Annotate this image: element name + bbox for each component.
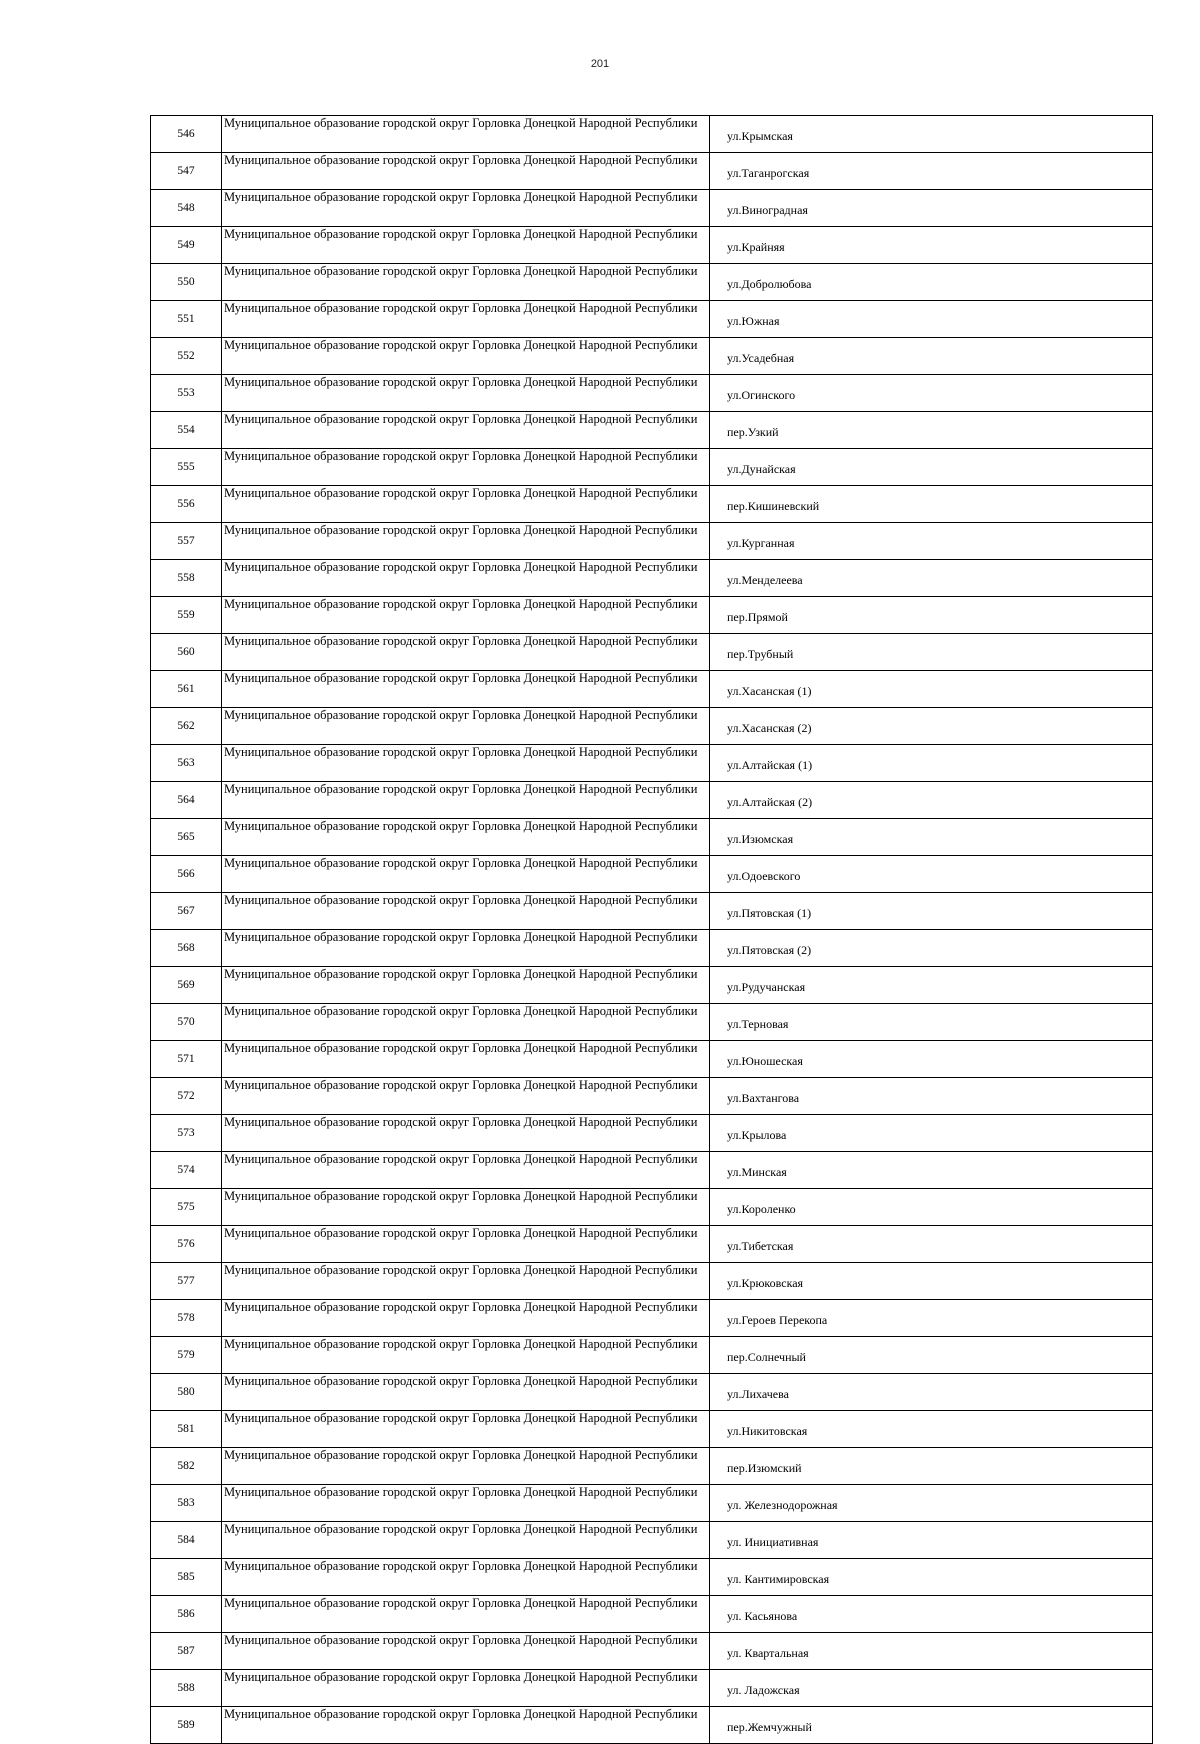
table-row <box>151 967 1153 1004</box>
table-row <box>151 708 1153 745</box>
row-number-cell: 566 <box>151 856 222 893</box>
row-number-cell: 588 <box>151 1670 222 1707</box>
street-cell: ул. Кантимировская <box>710 1559 1153 1596</box>
table-row <box>151 523 1153 560</box>
street-cell: ул.Алтайская (2) <box>710 782 1153 819</box>
street-cell: ул.Лихачева <box>710 1374 1153 1411</box>
row-number-cell: 578 <box>151 1300 222 1337</box>
row-number-cell: 558 <box>151 560 222 597</box>
municipality-cell: Муниципальное образование городской округ Горловка Донецкой Народной Республики <box>222 1189 710 1226</box>
municipality-cell: Муниципальное образование городской округ Горловка Донецкой Народной Республики <box>222 1337 710 1374</box>
table-row <box>151 1004 1153 1041</box>
street-cell: ул.Крайняя <box>710 227 1153 264</box>
row-number-cell: 586 <box>151 1596 222 1633</box>
table-row <box>151 597 1153 634</box>
street-cell: ул.Вахтангова <box>710 1078 1153 1115</box>
table-row <box>151 893 1153 930</box>
municipality-cell: Муниципальное образование городской округ Горловка Донецкой Народной Республики <box>222 190 710 227</box>
municipality-cell: Муниципальное образование городской округ Горловка Донецкой Народной Республики <box>222 634 710 671</box>
row-number-cell: 553 <box>151 375 222 412</box>
street-cell: ул.Героев Перекопа <box>710 1300 1153 1337</box>
table-row <box>151 1522 1153 1559</box>
municipality-cell: Муниципальное образование городской округ Горловка Донецкой Народной Республики <box>222 819 710 856</box>
municipality-cell: Муниципальное образование городской округ Горловка Донецкой Народной Республики <box>222 338 710 375</box>
municipality-cell: Муниципальное образование городской округ Горловка Донецкой Народной Республики <box>222 1559 710 1596</box>
registry-table <box>150 115 1153 1744</box>
row-number-cell: 581 <box>151 1411 222 1448</box>
table-row <box>151 1226 1153 1263</box>
row-number-cell: 582 <box>151 1448 222 1485</box>
table-row <box>151 1263 1153 1300</box>
municipality-cell: Муниципальное образование городской округ Горловка Донецкой Народной Республики <box>222 153 710 190</box>
table-row <box>151 338 1153 375</box>
street-cell: ул. Касьянова <box>710 1596 1153 1633</box>
municipality-cell: Муниципальное образование городской округ Горловка Донецкой Народной Республики <box>222 967 710 1004</box>
street-cell: ул.Тибетская <box>710 1226 1153 1263</box>
table-row <box>151 190 1153 227</box>
table-row <box>151 671 1153 708</box>
table-row <box>151 1078 1153 1115</box>
table-row <box>151 1670 1153 1707</box>
row-number-cell: 575 <box>151 1189 222 1226</box>
street-cell: ул.Южная <box>710 301 1153 338</box>
municipality-cell: Муниципальное образование городской округ Горловка Донецкой Народной Республики <box>222 597 710 634</box>
street-cell: ул.Хасанская (2) <box>710 708 1153 745</box>
municipality-cell: Муниципальное образование городской округ Горловка Донецкой Народной Республики <box>222 1522 710 1559</box>
municipality-cell: Муниципальное образование городской округ Горловка Донецкой Народной Республики <box>222 1115 710 1152</box>
municipality-cell: Муниципальное образование городской округ Горловка Донецкой Народной Республики <box>222 856 710 893</box>
street-cell: ул.Никитовская <box>710 1411 1153 1448</box>
municipality-cell: Муниципальное образование городской округ Горловка Донецкой Народной Республики <box>222 116 710 153</box>
table-row <box>151 1337 1153 1374</box>
municipality-cell: Муниципальное образование городской округ Горловка Донецкой Народной Республики <box>222 1485 710 1522</box>
municipality-cell: Муниципальное образование городской округ Горловка Донецкой Народной Республики <box>222 1596 710 1633</box>
street-cell: ул.Дунайская <box>710 449 1153 486</box>
row-number-cell: 573 <box>151 1115 222 1152</box>
municipality-cell: Муниципальное образование городской округ Горловка Донецкой Народной Республики <box>222 1263 710 1300</box>
street-cell: пер.Солнечный <box>710 1337 1153 1374</box>
row-number-cell: 552 <box>151 338 222 375</box>
table-row <box>151 486 1153 523</box>
table-row <box>151 1448 1153 1485</box>
municipality-cell: Муниципальное образование городской округ Горловка Донецкой Народной Республики <box>222 1004 710 1041</box>
row-number-cell: 551 <box>151 301 222 338</box>
row-number-cell: 550 <box>151 264 222 301</box>
row-number-cell: 561 <box>151 671 222 708</box>
municipality-cell: Муниципальное образование городской округ Горловка Донецкой Народной Республики <box>222 1078 710 1115</box>
table-row <box>151 1189 1153 1226</box>
row-number-cell: 557 <box>151 523 222 560</box>
street-cell: пер.Прямой <box>710 597 1153 634</box>
table-row <box>151 227 1153 264</box>
municipality-cell: Муниципальное образование городской округ Горловка Донецкой Народной Республики <box>222 745 710 782</box>
street-cell: пер.Трубный <box>710 634 1153 671</box>
municipality-cell: Муниципальное образование городской округ Горловка Донецкой Народной Республики <box>222 782 710 819</box>
street-cell: пер.Кишиневский <box>710 486 1153 523</box>
street-cell: ул.Юношеская <box>710 1041 1153 1078</box>
row-number-cell: 580 <box>151 1374 222 1411</box>
row-number-cell: 576 <box>151 1226 222 1263</box>
street-cell: ул. Квартальная <box>710 1633 1153 1670</box>
row-number-cell: 584 <box>151 1522 222 1559</box>
municipality-cell: Муниципальное образование городской округ Горловка Донецкой Народной Республики <box>222 1448 710 1485</box>
street-cell: ул. Ладожская <box>710 1670 1153 1707</box>
street-cell: ул.Добролюбова <box>710 264 1153 301</box>
table-row <box>151 1411 1153 1448</box>
table-row <box>151 930 1153 967</box>
street-cell: ул.Крюковская <box>710 1263 1153 1300</box>
table-row <box>151 1152 1153 1189</box>
municipality-cell: Муниципальное образование городской округ Горловка Донецкой Народной Республики <box>222 1411 710 1448</box>
municipality-cell: Муниципальное образование городской округ Горловка Донецкой Народной Республики <box>222 560 710 597</box>
table-row <box>151 1041 1153 1078</box>
row-number-cell: 577 <box>151 1263 222 1300</box>
table-row <box>151 1596 1153 1633</box>
municipality-cell: Муниципальное образование городской округ Горловка Донецкой Народной Республики <box>222 1707 710 1744</box>
street-cell: ул.Короленко <box>710 1189 1153 1226</box>
street-cell: ул.Пятовская (2) <box>710 930 1153 967</box>
table-row <box>151 153 1153 190</box>
street-cell: ул.Минская <box>710 1152 1153 1189</box>
street-cell: ул.Таганрогская <box>710 153 1153 190</box>
page-number: 201 <box>590 58 610 70</box>
municipality-cell: Муниципальное образование городской округ Горловка Донецкой Народной Республики <box>222 375 710 412</box>
municipality-cell: Муниципальное образование городской округ Горловка Донецкой Народной Республики <box>222 1041 710 1078</box>
street-cell: ул.Пятовская (1) <box>710 893 1153 930</box>
street-cell: ул. Железнодорожная <box>710 1485 1153 1522</box>
street-cell: ул.Усадебная <box>710 338 1153 375</box>
row-number-cell: 549 <box>151 227 222 264</box>
municipality-cell: Муниципальное образование городской округ Горловка Донецкой Народной Республики <box>222 1226 710 1263</box>
municipality-cell: Муниципальное образование городской округ Горловка Донецкой Народной Республики <box>222 671 710 708</box>
table-body <box>151 116 1153 1744</box>
row-number-cell: 579 <box>151 1337 222 1374</box>
street-cell: ул.Виноградная <box>710 190 1153 227</box>
table-row <box>151 1707 1153 1744</box>
row-number-cell: 569 <box>151 967 222 1004</box>
table-row <box>151 560 1153 597</box>
municipality-cell: Муниципальное образование городской округ Горловка Донецкой Народной Республики <box>222 893 710 930</box>
table-row <box>151 1374 1153 1411</box>
municipality-cell: Муниципальное образование городской округ Горловка Донецкой Народной Республики <box>222 486 710 523</box>
street-cell: ул.Огинского <box>710 375 1153 412</box>
street-cell: пер.Изюмский <box>710 1448 1153 1485</box>
row-number-cell: 554 <box>151 412 222 449</box>
table-row <box>151 782 1153 819</box>
municipality-cell: Муниципальное образование городской округ Горловка Донецкой Народной Республики <box>222 523 710 560</box>
row-number-cell: 572 <box>151 1078 222 1115</box>
municipality-cell: Муниципальное образование городской округ Горловка Донецкой Народной Республики <box>222 412 710 449</box>
table-row <box>151 819 1153 856</box>
row-number-cell: 546 <box>151 116 222 153</box>
street-cell: пер.Узкий <box>710 412 1153 449</box>
municipality-cell: Муниципальное образование городской округ Горловка Донецкой Народной Республики <box>222 1633 710 1670</box>
table-row <box>151 1115 1153 1152</box>
table-row <box>151 116 1153 153</box>
row-number-cell: 562 <box>151 708 222 745</box>
row-number-cell: 548 <box>151 190 222 227</box>
table-row <box>151 634 1153 671</box>
table-row <box>151 301 1153 338</box>
row-number-cell: 565 <box>151 819 222 856</box>
municipality-cell: Муниципальное образование городской округ Горловка Донецкой Народной Республики <box>222 227 710 264</box>
street-cell: ул.Крымская <box>710 116 1153 153</box>
row-number-cell: 567 <box>151 893 222 930</box>
row-number-cell: 564 <box>151 782 222 819</box>
table-row <box>151 1300 1153 1337</box>
row-number-cell: 570 <box>151 1004 222 1041</box>
municipality-cell: Муниципальное образование городской округ Горловка Донецкой Народной Республики <box>222 449 710 486</box>
municipality-cell: Муниципальное образование городской округ Горловка Донецкой Народной Республики <box>222 301 710 338</box>
municipality-cell: Муниципальное образование городской округ Горловка Донецкой Народной Республики <box>222 1152 710 1189</box>
table-row <box>151 1633 1153 1670</box>
table-row <box>151 375 1153 412</box>
row-number-cell: 560 <box>151 634 222 671</box>
table-row <box>151 745 1153 782</box>
row-number-cell: 563 <box>151 745 222 782</box>
table-row <box>151 1559 1153 1596</box>
row-number-cell: 559 <box>151 597 222 634</box>
row-number-cell: 547 <box>151 153 222 190</box>
municipality-cell: Муниципальное образование городской округ Горловка Донецкой Народной Республики <box>222 264 710 301</box>
row-number-cell: 555 <box>151 449 222 486</box>
street-cell: ул.Крылова <box>710 1115 1153 1152</box>
municipality-cell: Муниципальное образование городской округ Горловка Донецкой Народной Республики <box>222 930 710 967</box>
street-cell: ул.Курганная <box>710 523 1153 560</box>
street-cell: ул.Терновая <box>710 1004 1153 1041</box>
table-row <box>151 449 1153 486</box>
row-number-cell: 589 <box>151 1707 222 1744</box>
row-number-cell: 583 <box>151 1485 222 1522</box>
row-number-cell: 568 <box>151 930 222 967</box>
table-row <box>151 1485 1153 1522</box>
street-cell: ул.Менделеева <box>710 560 1153 597</box>
table-row <box>151 856 1153 893</box>
row-number-cell: 574 <box>151 1152 222 1189</box>
street-cell: ул.Хасанская (1) <box>710 671 1153 708</box>
street-cell: ул.Изюмская <box>710 819 1153 856</box>
street-cell: ул. Инициативная <box>710 1522 1153 1559</box>
table-row <box>151 264 1153 301</box>
row-number-cell: 587 <box>151 1633 222 1670</box>
municipality-cell: Муниципальное образование городской округ Горловка Донецкой Народной Республики <box>222 1300 710 1337</box>
row-number-cell: 585 <box>151 1559 222 1596</box>
street-cell: ул.Одоевского <box>710 856 1153 893</box>
table-row <box>151 412 1153 449</box>
street-cell: ул.Рудучанская <box>710 967 1153 1004</box>
municipality-cell: Муниципальное образование городской округ Горловка Донецкой Народной Республики <box>222 1374 710 1411</box>
row-number-cell: 556 <box>151 486 222 523</box>
street-cell: ул.Алтайская (1) <box>710 745 1153 782</box>
municipality-cell: Муниципальное образование городской округ Горловка Донецкой Народной Республики <box>222 1670 710 1707</box>
row-number-cell: 571 <box>151 1041 222 1078</box>
street-cell: пер.Жемчужный <box>710 1707 1153 1744</box>
municipality-cell: Муниципальное образование городской округ Горловка Донецкой Народной Республики <box>222 708 710 745</box>
